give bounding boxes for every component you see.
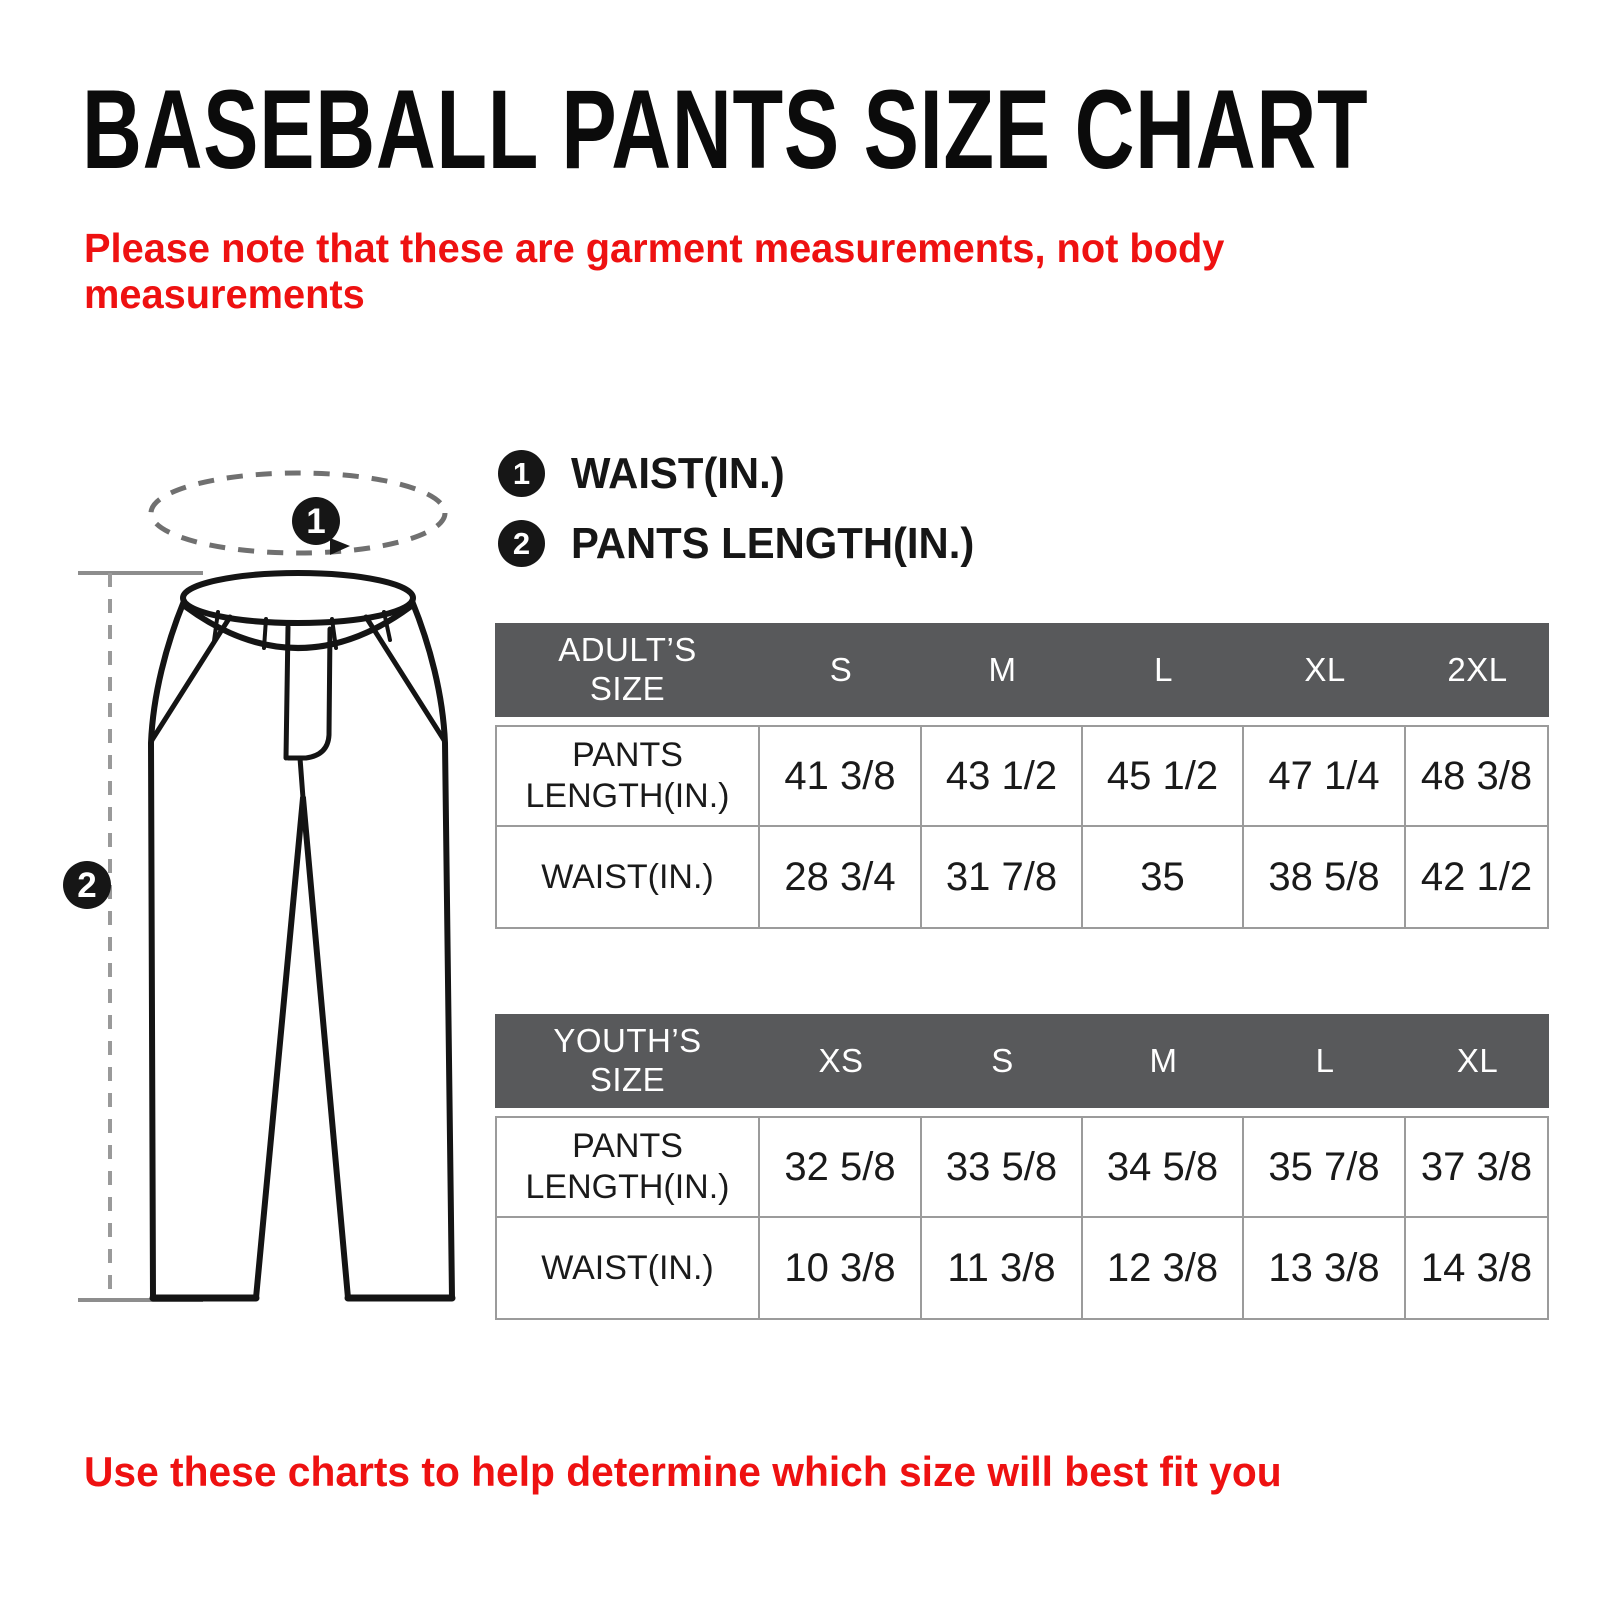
table-cell: 10 3/8 (760, 1218, 922, 1318)
pants-outline (151, 573, 452, 1298)
measurement-legend (498, 450, 996, 567)
table-cell: 33 5/8 (922, 1118, 1083, 1218)
legend-marker-2: 2 (498, 520, 545, 567)
table-cell: 45 1/2 (1083, 727, 1244, 827)
adult-header-label-cell: ADULT’S SIZE (558, 631, 697, 707)
page-title: BASEBALL PANTS SIZE CHART (82, 67, 1369, 192)
pants-diagram (58, 455, 478, 1325)
youth-size-s: S (991, 1041, 1014, 1079)
youth-size-xs: XS (818, 1041, 864, 1079)
garment-measurement-note: Please note that these are garment measurements, not body measurements (84, 225, 1225, 317)
table-cell: 37 3/8 (1406, 1118, 1547, 1218)
table-cell: 38 5/8 (1244, 827, 1406, 927)
table-cell: 47 1/4 (1244, 727, 1406, 827)
adult-size-s: S (829, 650, 853, 688)
adult-row-label-waist: WAIST(IN.) (497, 827, 760, 927)
youth-size-m: M (1149, 1041, 1178, 1079)
table-cell: 31 7/8 (922, 827, 1083, 927)
table-cell: 42 1/2 (1420, 854, 1533, 899)
youth-size-table (495, 1014, 1549, 1320)
legend-item-waist (498, 450, 996, 497)
table-cell: 35 7/8 (1244, 1118, 1406, 1218)
table-cell: 14 3/8 (1420, 1245, 1533, 1290)
youth-header-label-cell: YOUTH’S SIZE (553, 1022, 702, 1098)
adult-size-m: M (988, 650, 1017, 688)
youth-row-label-waist: WAIST(IN.) (497, 1218, 760, 1318)
table-cell: 28 3/4 (760, 827, 922, 927)
youth-size-xl: XL (1456, 1041, 1499, 1079)
legend-label-length: PANTS LENGTH(IN.) (571, 518, 975, 568)
youth-table-header (495, 1014, 1549, 1108)
legend-marker-1: 1 (498, 450, 545, 497)
table-cell: 32 5/8 (760, 1118, 922, 1218)
legend-label-waist: WAIST(IN.) (571, 448, 785, 498)
fit-advice-note: Use these charts to help determine which size will best fit you (84, 1448, 1282, 1495)
waist-marker-number: 1 (306, 502, 326, 541)
adult-table-header (495, 623, 1549, 717)
table-cell: 13 3/8 (1244, 1218, 1406, 1318)
adult-size-table (495, 623, 1549, 929)
youth-size-l: L (1315, 1041, 1335, 1079)
adult-size-l: L (1154, 650, 1173, 688)
table-cell: 35 (1083, 827, 1244, 927)
legend-item-length (498, 520, 996, 567)
adult-size-2xl: 2XL (1447, 650, 1508, 688)
length-marker-number: 2 (77, 866, 97, 905)
adult-table-body (495, 725, 1549, 929)
table-cell: 48 3/8 (1406, 727, 1547, 827)
table-cell: 12 3/8 (1083, 1218, 1244, 1318)
youth-table-body (495, 1116, 1549, 1320)
adult-row-label-length: PANTS LENGTH(IN.) (497, 727, 760, 827)
adult-size-xl: XL (1304, 650, 1346, 688)
table-cell: 43 1/2 (922, 727, 1083, 827)
table-cell: 41 3/8 (760, 727, 922, 827)
table-cell: 34 5/8 (1083, 1118, 1244, 1218)
table-cell: 11 3/8 (922, 1218, 1083, 1318)
youth-row-label-length: PANTS LENGTH(IN.) (497, 1118, 760, 1218)
